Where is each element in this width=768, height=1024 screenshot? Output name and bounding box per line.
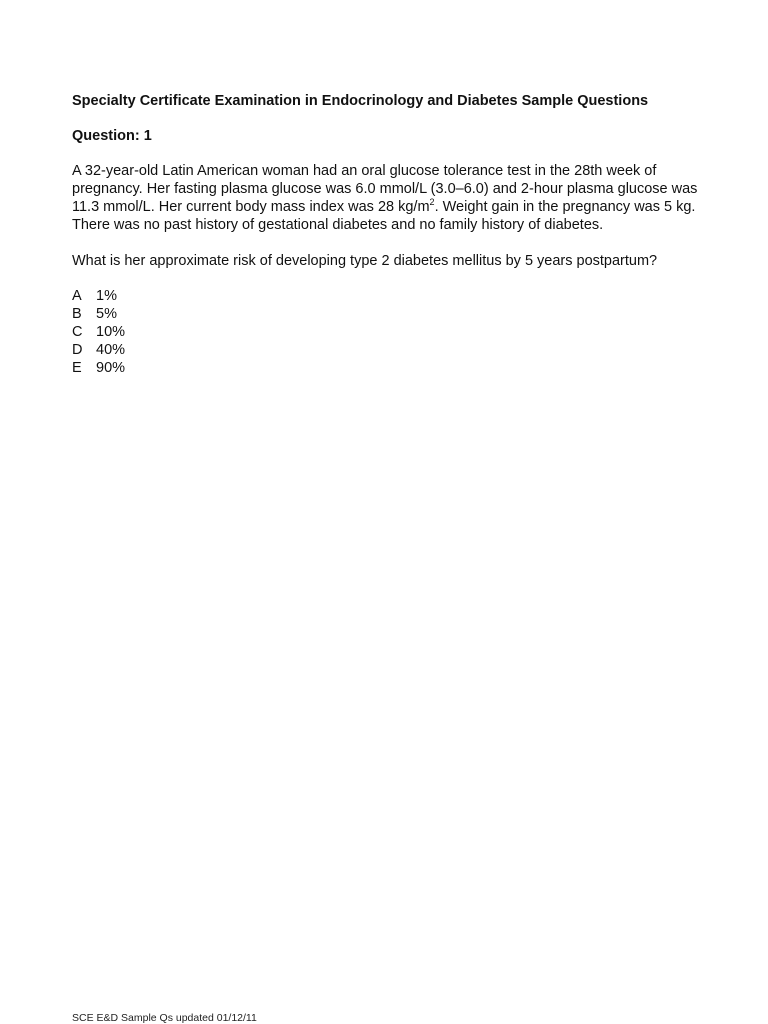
answer-option	[72, 323, 702, 341]
option-text: 90%	[96, 360, 126, 376]
option-text: 10%	[96, 324, 126, 340]
option-text: 1%	[96, 288, 117, 304]
answer-option	[72, 359, 702, 377]
question-text: What is her approximate risk of developing type 2 diabetes mellitus by 5 years postpartum?	[72, 253, 658, 269]
answer-option	[72, 305, 702, 323]
question-stem	[72, 162, 702, 234]
stem-text-part2: . Weight gain in the pregnancy was 5 kg. There was no past history of gestational diabetes and no family history of diabetes.	[72, 199, 696, 233]
option-letter: D	[72, 342, 83, 358]
answer-option	[72, 341, 702, 359]
question-number: Question: 1	[72, 128, 152, 144]
stem-superscript: 2	[429, 197, 435, 208]
option-text: 5%	[96, 306, 117, 322]
option-text: 40%	[96, 342, 126, 358]
answer-option	[72, 287, 702, 305]
option-letter: B	[72, 306, 82, 322]
page-footer: SCE E&D Sample Qs updated 01/12/11	[72, 1012, 257, 1024]
option-letter: E	[72, 360, 82, 376]
answer-options	[72, 287, 702, 377]
stem-text-part1: A 32-year-old Latin American woman had an oral glucose tolerance test in the 28th week of pregnancy. Her fasting plasma glucose was 6.0 mmol/L (3.0–6.0) and 2-hour plasma glucose was 11.3 mmol/L. Her current body mass index was 28 kg/m	[72, 163, 698, 215]
option-letter: C	[72, 324, 83, 340]
document-title: Specialty Certificate Examination in Endocrinology and Diabetes Sample Questions	[72, 93, 649, 109]
document-content	[72, 92, 702, 377]
option-letter: A	[72, 288, 82, 304]
